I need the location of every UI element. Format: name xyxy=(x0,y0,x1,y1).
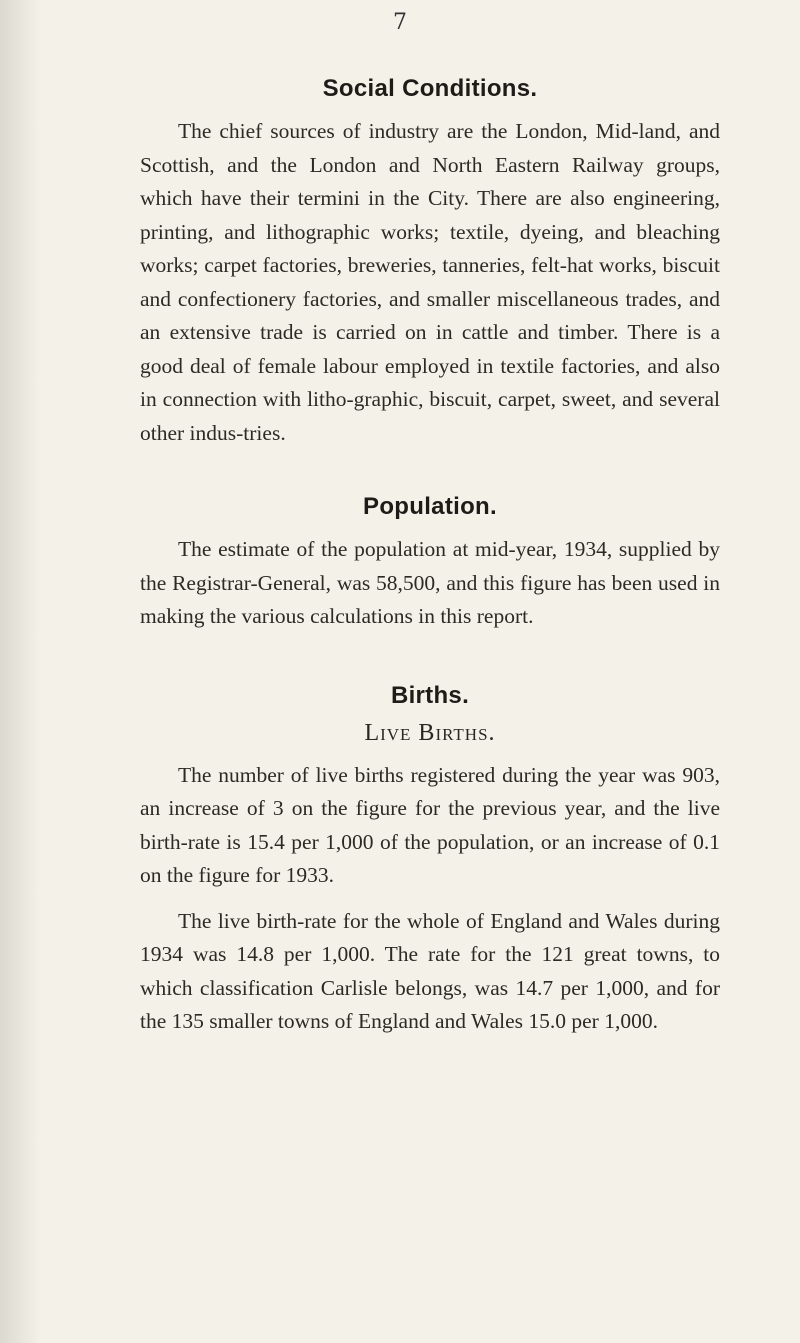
live-births-paragraph: The number of live births registered during the year was 903, an increase of 3 on the figure for the previous year, and the live birth-rate is 15.4 per 1,000 of the population, or an increase of 0.1 on the figure for 1933. xyxy=(140,762,720,887)
population-heading: Population. xyxy=(363,493,497,520)
birth-rate-comparison-paragraph: The live birth-rate for the whole of England and Wales during 1934 was 14.8 per 1,000. The rate for the 121 great towns, to which classification Carlisle belongs, was 14.7 per 1,000, and for the 135 smaller towns of England and Wales 15.0 per 1,000. xyxy=(140,908,720,1033)
births-heading: Births. xyxy=(390,681,470,709)
document-body xyxy=(140,75,720,1039)
live-births-subheading: Live Births. xyxy=(364,719,496,746)
population-paragraph: The estimate of the population at mid-year, 1934, supplied by the Registrar-General, was 58,500, and this figure has been used in making the various calculations in this report. xyxy=(140,537,720,628)
industry-paragraph: The chief sources of industry are the London, Mid-land, and Scottish, and the London and North Eastern Railway groups, which have their termini in the City. There are also engineering, printing, and lithographic works; textile, dyeing, and bleaching works; carpet factories, breweries, tanneries, felt-hat works, biscuit and confectionery factories, and smaller miscellaneous trades, and an extensive trade is carried on in cattle and timber. There is a good deal of female labour employed in textile factories, and also in connection with litho-graphic, biscuit, carpet, sweet, and several other indus-tries. xyxy=(140,119,720,445)
page-edge-shadow xyxy=(0,0,40,1343)
page-number: 7 xyxy=(393,10,407,35)
social-conditions-heading: Social Conditions. xyxy=(322,75,538,102)
